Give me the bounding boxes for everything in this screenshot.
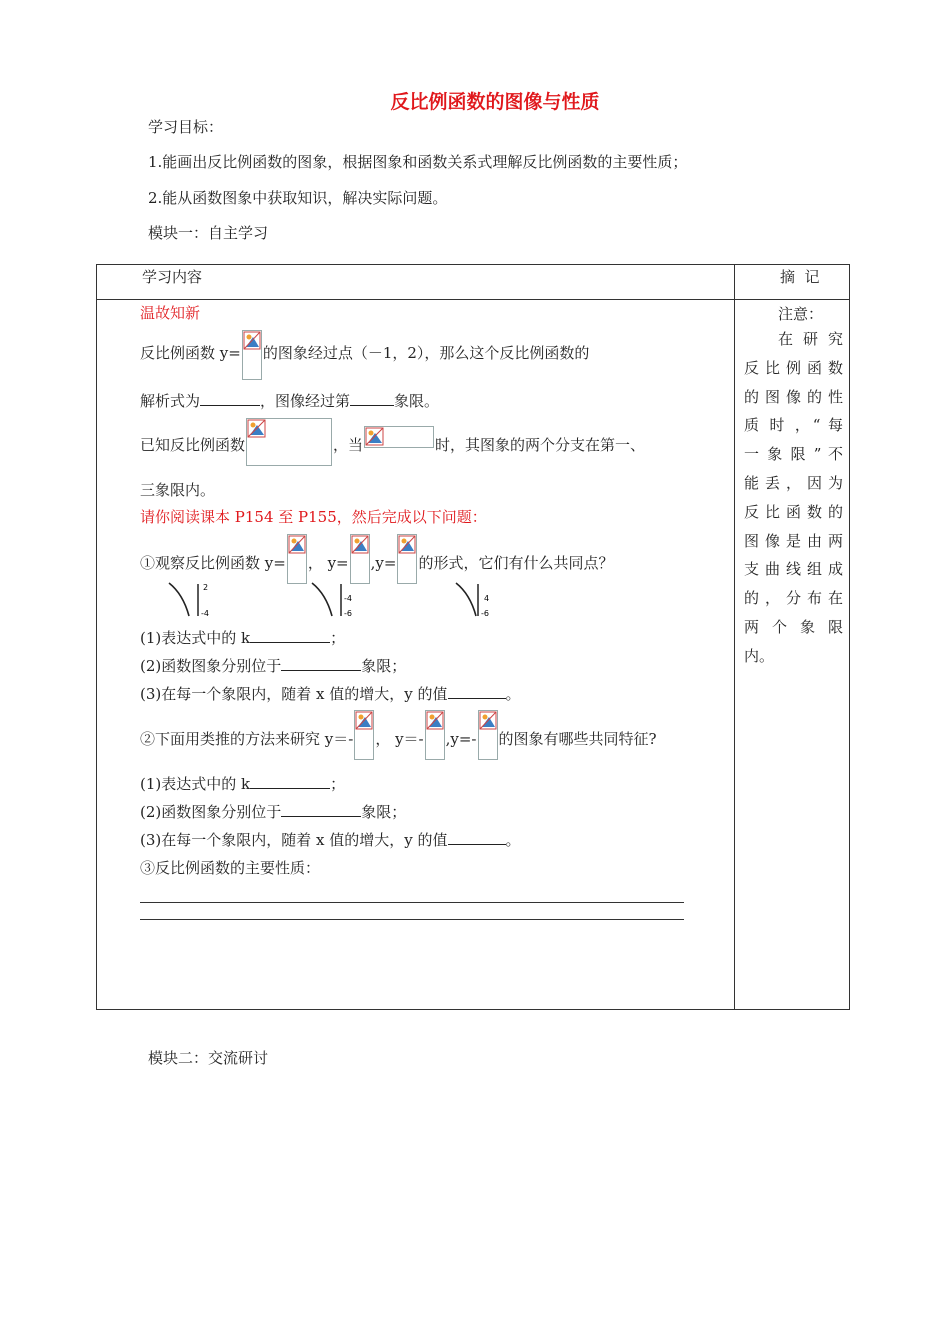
fraction-image-icon [287, 534, 307, 584]
graph-sketch-2 [308, 580, 368, 620]
question-text: ； [330, 629, 346, 647]
review-text: 象限。 [394, 392, 440, 410]
tick-label: 2 [203, 583, 209, 592]
question-3: ③反比例函数的主要性质： [140, 859, 321, 877]
review-line-4: 三象限内。 [140, 481, 216, 499]
q1-sub-3 [140, 683, 521, 704]
q2-sub-2 [140, 801, 406, 822]
question-text: ， y= [307, 554, 349, 572]
objectives-heading: 学习目标： [148, 118, 224, 136]
question-text: (1)表达式中的 k [140, 629, 251, 647]
question-text: 象限； [361, 657, 407, 675]
notes-body [744, 325, 843, 671]
question-text: (1)表达式中的 k [140, 775, 251, 793]
notes-line: 反 比 函 数 的 [744, 502, 843, 521]
notes-line: 内。 [744, 646, 775, 665]
tick-label: -6 [481, 609, 489, 618]
question-text: (3)在每一个象限内，随着 x 值的增大，y 的值 [140, 685, 448, 703]
review-text: 解析式为 [140, 392, 201, 410]
notes-line: 两 个 象 限 [744, 617, 843, 636]
objective-2: 2.能从函数图象中获取知识，解决实际问题。 [148, 189, 448, 207]
answer-blank[interactable] [350, 391, 394, 406]
graph-sketch-3 [452, 580, 512, 620]
curve-branch [312, 583, 332, 616]
question-text: (2)函数图象分别位于 [140, 657, 282, 675]
review-text: ，图像经过第 [260, 392, 351, 410]
page-title: 反比例函数的图像与性质 [390, 91, 600, 113]
review-heading: 温故知新 [140, 304, 201, 322]
question-text: ； [330, 775, 346, 793]
review-line-2 [140, 390, 439, 411]
curve-branch [456, 583, 476, 616]
review-text: 的图象经过点（－1，2），那么这个反比例函数的 [262, 344, 590, 362]
question-text: (2)函数图象分别位于 [140, 803, 282, 821]
module-2-heading: 模块二：交流研讨 [148, 1049, 269, 1067]
condition-image-icon [364, 426, 434, 448]
answer-blank[interactable] [250, 628, 330, 643]
function-image-icon [246, 418, 332, 466]
notes-line: 能 丢 ， 因 为 [744, 473, 843, 492]
notes-line: 一 象 限 ” 不 [744, 445, 843, 464]
review-line-3 [140, 418, 645, 468]
module-1-heading: 模块一：自主学习 [148, 224, 269, 242]
notes-line: 的 图 像 的 性 [744, 387, 843, 406]
question-text: ， y＝- [375, 730, 424, 748]
q2-sub-3 [140, 829, 521, 850]
question-text: 的图象有哪些共同特征? [498, 730, 657, 748]
tick-label: 4 [484, 594, 490, 603]
fraction-image-icon [242, 330, 262, 380]
tick-label: -4 [201, 609, 209, 618]
notes-heading: 注意： [778, 305, 824, 323]
content-column-header: 学习内容 [142, 268, 203, 286]
review-line-1 [140, 330, 589, 380]
question-text: ①观察反比例函数 y= [140, 554, 286, 572]
curve-branch [169, 583, 189, 616]
fraction-image-icon [397, 534, 417, 584]
question-text: ②下面用类推的方法来研究 y＝- [140, 730, 354, 748]
q1-sub-1 [140, 627, 345, 648]
fraction-image-icon [350, 534, 370, 584]
notes-line: 质 时 ，“ 每 [744, 416, 843, 435]
question-text: 象限； [361, 803, 407, 821]
answer-blank[interactable] [281, 656, 361, 671]
objective-1: 1.能画出反比例函数的图象，根据图象和函数关系式理解反比例函数的主要性质； [148, 153, 688, 171]
answer-blank[interactable] [448, 684, 506, 699]
question-2 [140, 710, 657, 762]
notes-line: 图 像 是 由 两 [744, 531, 843, 550]
table-column-divider [734, 264, 735, 1010]
graph-sketch-1 [165, 580, 225, 620]
reading-instruction: 请你阅读课本 P154 至 P155，然后完成以下问题： [140, 508, 487, 526]
question-text: 的形式，它们有什么共同点？ [418, 554, 614, 572]
notes-column-header: 摘 记 [780, 268, 820, 286]
fraction-image-icon [478, 710, 498, 760]
fraction-image-icon [354, 710, 374, 760]
review-text: 反比例函数 y= [140, 344, 241, 362]
notes-line: 在 研 究 [778, 330, 843, 348]
question-text: ,y=- [445, 730, 477, 748]
answer-line[interactable] [140, 919, 684, 920]
table-header-divider [96, 299, 850, 300]
answer-blank[interactable] [250, 774, 330, 789]
notes-line: 的 ， 分 布 在 [744, 589, 843, 608]
question-1 [140, 534, 613, 586]
review-text: 时，其图象的两个分支在第一、 [435, 436, 646, 454]
answer-blank[interactable] [281, 802, 361, 817]
question-text: 。 [505, 685, 521, 703]
tick-label: -6 [344, 609, 352, 618]
answer-blank[interactable] [448, 830, 506, 845]
notes-line: 支 曲 线 组 成 [744, 560, 843, 579]
question-text: 。 [505, 831, 521, 849]
notes-line: 反 比 例 函 数 [744, 358, 843, 377]
review-text: ，当 [333, 436, 364, 454]
q2-sub-1 [140, 773, 345, 794]
answer-line[interactable] [140, 902, 684, 903]
question-text: (3)在每一个象限内，随着 x 值的增大，y 的值 [140, 831, 448, 849]
review-text: 已知反比例函数 [140, 436, 246, 454]
tick-label: -4 [344, 594, 352, 603]
question-text: ,y= [370, 554, 397, 572]
answer-blank[interactable] [200, 391, 260, 406]
fraction-image-icon [425, 710, 445, 760]
q1-sub-2 [140, 655, 406, 676]
